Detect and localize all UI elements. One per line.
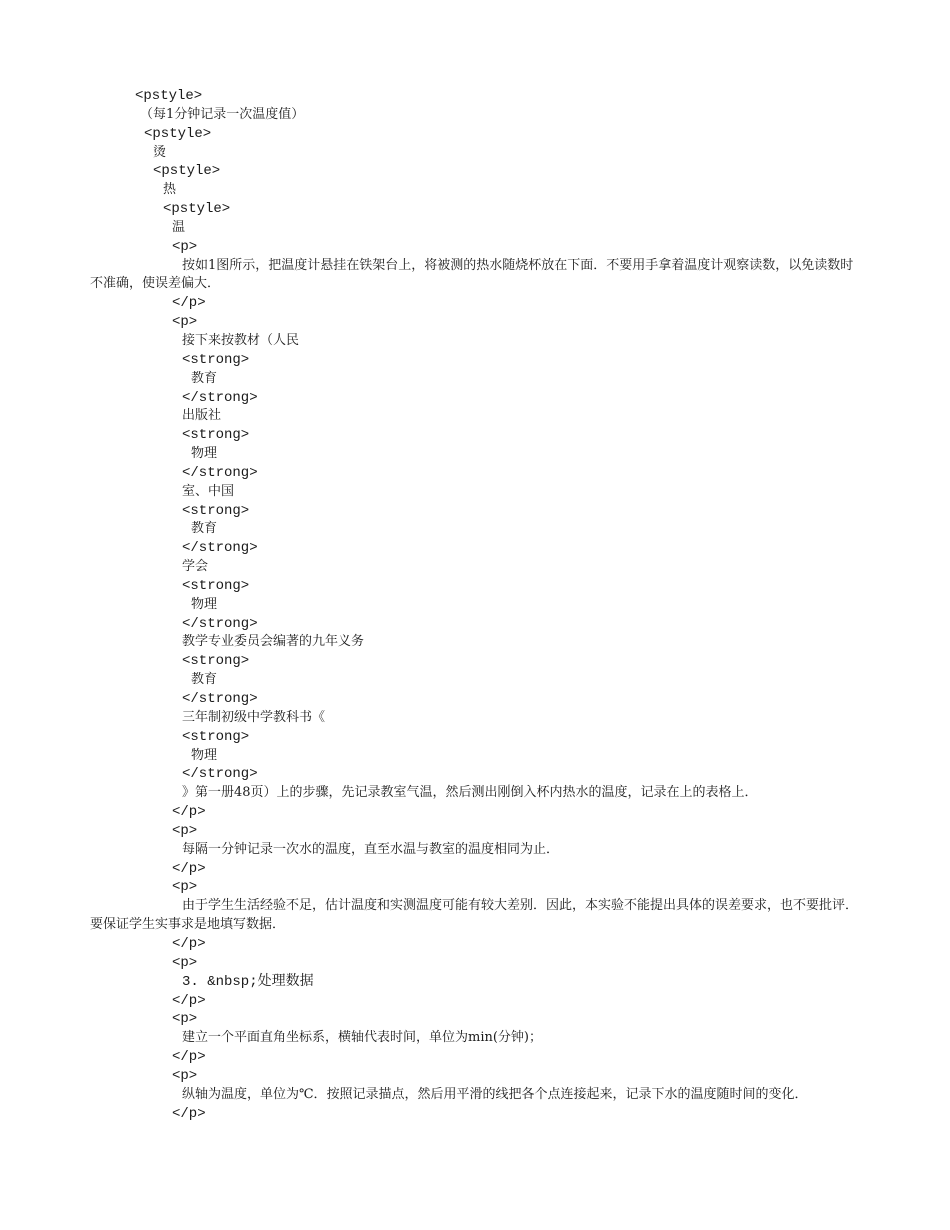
markup-line — [90, 690, 860, 709]
markup-text: 3. &nbsp;处理数据 — [182, 973, 314, 990]
document-body — [90, 87, 860, 1123]
content-text: 按如1图所示，把温度计悬挂在铁架台上，将被测的热水随烧杯放在下面．不要用手拿着温度计观察读数，以免读数时不准确，使误差偏大． — [90, 257, 854, 292]
markup-text: <p> — [172, 822, 198, 839]
text-line — [90, 596, 860, 615]
markup-line — [90, 935, 860, 954]
markup-line — [90, 389, 860, 408]
markup-text: <pstyle> — [163, 201, 231, 218]
markup-line — [90, 615, 860, 634]
markup-text: <strong> — [182, 577, 250, 594]
markup-line — [90, 652, 860, 671]
markup-text: </p> — [172, 992, 206, 1009]
content-text: 物理 — [191, 596, 218, 612]
content-text: 烫 — [153, 144, 167, 160]
markup-text: <strong> — [182, 653, 250, 670]
markup-line — [90, 860, 860, 879]
markup-text: <p> — [172, 1067, 198, 1084]
content-text: 教育 — [191, 521, 218, 537]
content-text: 三年制初级中学教科书《 — [182, 709, 326, 725]
text-line — [90, 144, 860, 163]
markup-line — [90, 728, 860, 747]
markup-text: </p> — [172, 1049, 206, 1066]
text-line — [90, 671, 860, 690]
text-line — [90, 1086, 860, 1105]
text-line — [90, 897, 860, 935]
markup-text: <pstyle> — [144, 125, 212, 142]
markup-text: <p> — [172, 238, 198, 255]
markup-line — [90, 238, 860, 257]
text-line — [90, 219, 860, 238]
content-text: 教育 — [191, 672, 218, 688]
text-line — [90, 558, 860, 577]
markup-line — [90, 803, 860, 822]
markup-line — [90, 973, 860, 992]
markup-text: </p> — [172, 804, 206, 821]
content-text: 纵轴为温度，单位为℃．按照记录描点，然后用平滑的线把各个点连接起来，记录下水的温度随时间的变化． — [182, 1086, 808, 1102]
content-text: 出版社 — [182, 408, 222, 424]
text-line — [90, 483, 860, 502]
content-text: 接下来按教材（人民 — [182, 332, 300, 348]
text-line — [90, 181, 860, 200]
markup-line — [90, 822, 860, 841]
content-text: 物理 — [191, 747, 218, 763]
markup-line — [90, 954, 860, 973]
markup-text: </strong> — [182, 615, 258, 632]
markup-text: <p> — [172, 314, 198, 331]
markup-line — [90, 294, 860, 313]
content-text: 热 — [163, 182, 177, 198]
text-line — [90, 841, 860, 860]
content-text: 建立一个平面直角坐标系，横轴代表时间，单位为min(分钟)； — [182, 1030, 543, 1046]
markup-text: </p> — [172, 860, 206, 877]
markup-text: </p> — [172, 935, 206, 952]
content-text: 由于学生生活经验不足，估计温度和实测温度可能有较大差别．因此，本实验不能提出具体的误差要求，也不要批评．要保证学生实事求是地填写数据． — [90, 898, 859, 933]
content-text: 教学专业委员会编著的九年义务 — [182, 634, 365, 650]
markup-text: <pstyle> — [135, 88, 203, 104]
text-line — [90, 407, 860, 426]
text-line — [90, 445, 860, 464]
text-line — [90, 747, 860, 766]
content-text: 室、中国 — [182, 483, 235, 499]
markup-text: <p> — [172, 1011, 198, 1028]
markup-text: <strong> — [182, 728, 250, 745]
markup-text: </strong> — [182, 464, 258, 481]
markup-line — [90, 125, 860, 144]
text-line — [90, 1029, 860, 1048]
content-text: （每1分钟记录一次温度值） — [140, 106, 305, 122]
markup-line — [90, 765, 860, 784]
markup-line — [90, 313, 860, 332]
markup-text: </strong> — [182, 691, 258, 707]
markup-line — [90, 464, 860, 483]
text-line — [90, 370, 860, 389]
markup-line — [90, 87, 860, 106]
markup-line — [90, 426, 860, 445]
markup-line — [90, 502, 860, 521]
content-text: 》第一册48页）上的步骤，先记录教室气温，然后测出刚倒入杯内热水的温度，记录在上的表格上． — [182, 785, 758, 801]
content-text: 物理 — [191, 446, 218, 462]
markup-line — [90, 200, 860, 219]
text-line — [90, 520, 860, 539]
text-line — [90, 709, 860, 728]
markup-line — [90, 1067, 860, 1086]
content-text: 温 — [172, 219, 186, 235]
markup-line — [90, 1010, 860, 1029]
markup-text: <strong> — [182, 351, 250, 368]
markup-text: <p> — [172, 954, 198, 971]
markup-text: <pstyle> — [153, 163, 221, 180]
markup-line — [90, 992, 860, 1011]
content-text: 教育 — [191, 370, 218, 386]
text-line — [90, 784, 860, 803]
markup-text: </p> — [172, 1105, 206, 1122]
markup-text: <strong> — [182, 427, 250, 444]
markup-text: </strong> — [182, 389, 258, 406]
markup-text: </strong> — [182, 540, 258, 557]
markup-line — [90, 351, 860, 370]
text-line — [90, 257, 860, 295]
markup-line — [90, 1105, 860, 1124]
markup-text: <strong> — [182, 502, 250, 519]
markup-line — [90, 162, 860, 181]
text-line — [90, 633, 860, 652]
markup-line — [90, 577, 860, 596]
markup-text: </p> — [172, 295, 206, 312]
content-text: 学会 — [182, 559, 209, 575]
markup-line — [90, 539, 860, 558]
text-line — [90, 332, 860, 351]
text-line — [90, 106, 860, 125]
markup-line — [90, 878, 860, 897]
content-text: 每隔一分钟记录一次水的温度，直至水温与教室的温度相同为止． — [182, 841, 560, 857]
markup-line — [90, 1048, 860, 1067]
markup-text: </strong> — [182, 766, 258, 783]
markup-text: <p> — [172, 879, 198, 896]
